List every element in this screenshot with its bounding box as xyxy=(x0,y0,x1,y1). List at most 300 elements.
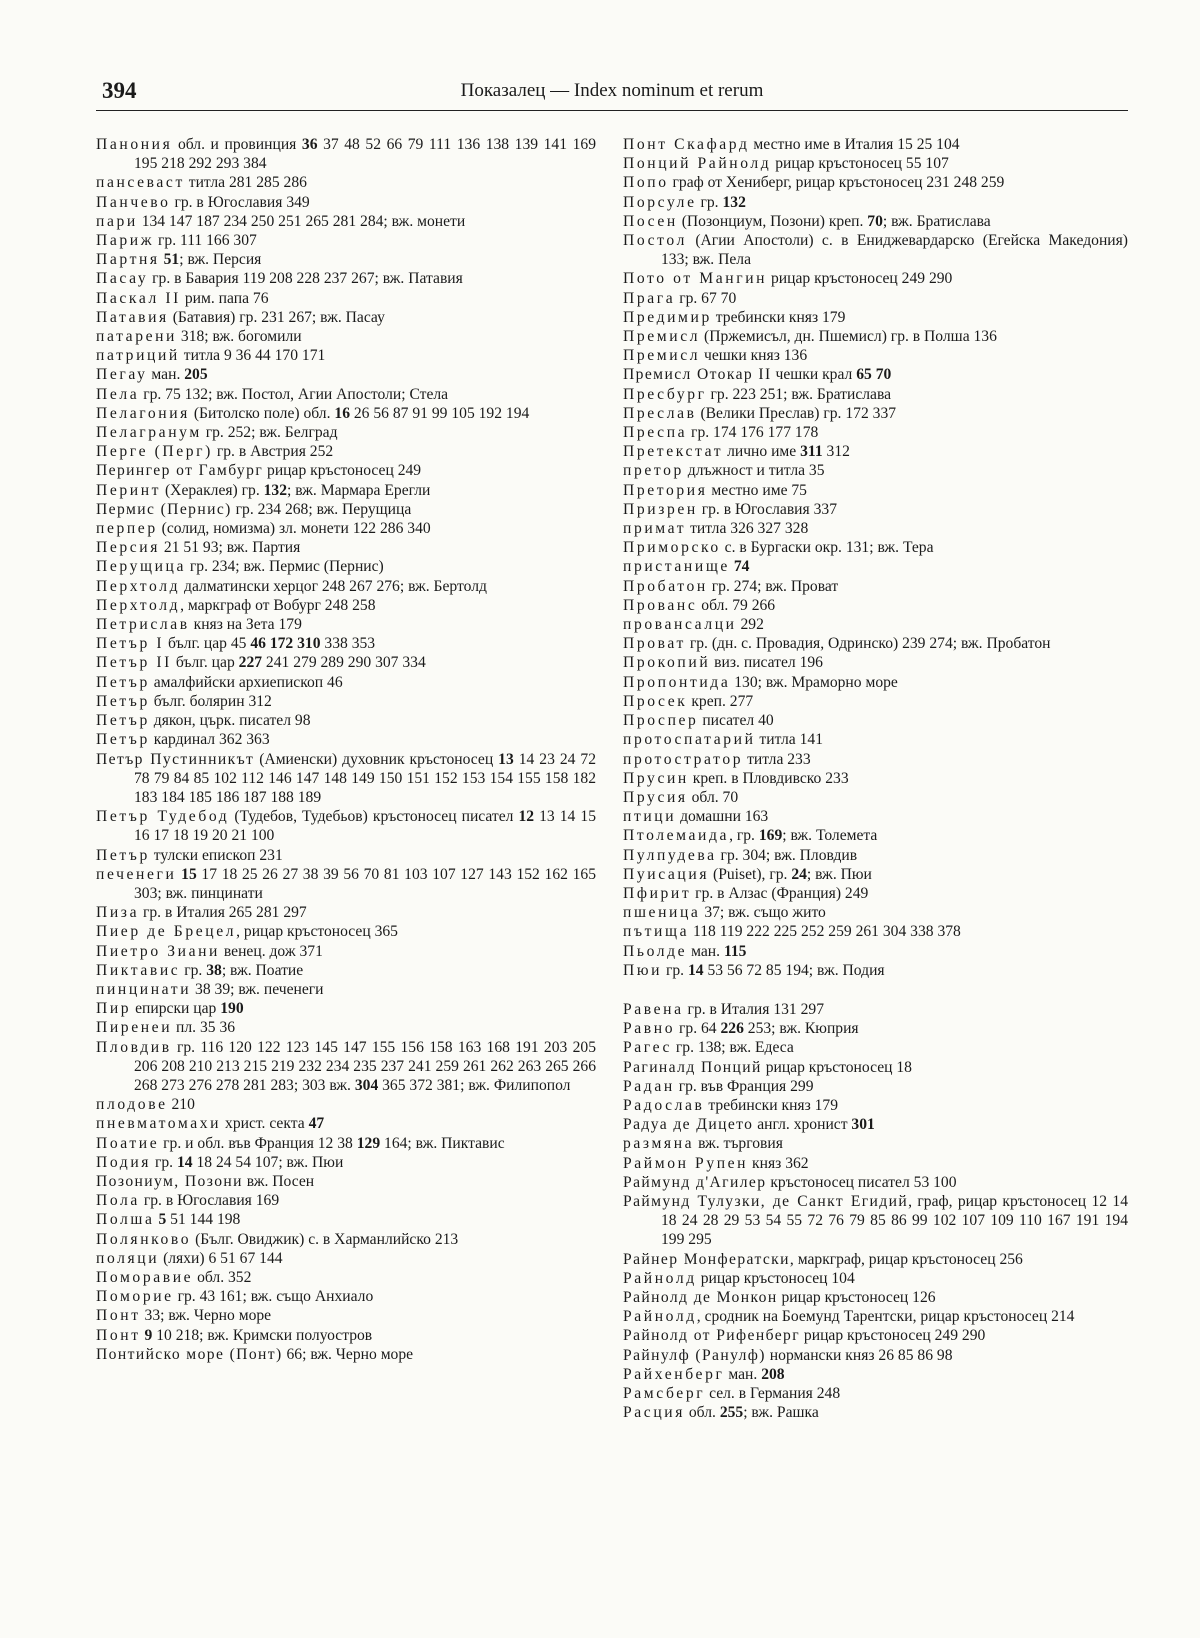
entry-text: длъжност и титла 35 xyxy=(683,462,825,480)
index-entry xyxy=(96,634,596,653)
index-entry xyxy=(623,1307,1128,1326)
entry-text: ман. xyxy=(724,1365,762,1383)
entry-text: гр. 67 70 xyxy=(675,289,737,307)
entry-text: рицар кръстоносец 55 107 xyxy=(771,155,949,173)
entry-headword: Райхенберг xyxy=(623,1365,725,1383)
entry-text: гр. 64 xyxy=(675,1020,721,1038)
index-entry xyxy=(623,481,1128,500)
index-entry xyxy=(96,922,596,941)
index-entry xyxy=(623,1058,1128,1077)
entry-main-reference: 51 xyxy=(163,251,180,269)
entry-headword: пари xyxy=(96,212,138,230)
entry-headword: Призрен xyxy=(623,500,698,518)
entry-text: бълг. цар 45 xyxy=(164,635,251,653)
entry-text: лично име xyxy=(723,443,801,461)
index-entry xyxy=(623,615,1128,634)
index-column-right xyxy=(623,135,1128,1422)
entry-text: 318; вж. богомили xyxy=(177,328,302,346)
entry-text: гр. (дн. с. Провадия, Одринско) 239 274; вж. Пробатон xyxy=(685,635,1051,653)
entry-headword: Проват xyxy=(623,635,686,653)
index-entry xyxy=(96,807,596,845)
entry-headword: Прусия xyxy=(623,788,688,806)
index-entry xyxy=(623,442,1128,461)
entry-headword: пинцинати xyxy=(96,980,192,998)
index-entry xyxy=(623,557,1128,576)
entry-headword: Позониум, Позони xyxy=(96,1172,243,1190)
index-entry xyxy=(623,385,1128,404)
entry-text: писател 40 xyxy=(698,712,774,730)
index-entry xyxy=(623,692,1128,711)
entry-text: нормански княз 26 85 86 98 xyxy=(765,1346,953,1364)
entry-headword: Расция xyxy=(623,1404,685,1422)
entry-text: рицар кръстоносец 249 290 xyxy=(767,270,953,288)
entry-text: гр. 223 251; вж. Братислава xyxy=(706,385,892,403)
entry-main-reference: 132 xyxy=(263,481,288,499)
entry-main-reference: 5 xyxy=(158,1211,167,1229)
entry-headword: Равно xyxy=(623,1020,676,1038)
index-entry xyxy=(96,961,596,980)
entry-text: (Битолско поле) обл. xyxy=(189,404,335,422)
entry-text-rest: ; вж. Пюи xyxy=(806,865,872,883)
index-entry xyxy=(623,423,1128,442)
entry-headword: Пиер де Брецел xyxy=(96,923,237,941)
entry-headword: Понт Скафард xyxy=(623,136,750,153)
index-entry xyxy=(96,1134,596,1153)
entry-text: виз. писател 196 xyxy=(710,654,823,672)
entry-headword: Петър Тудебод xyxy=(96,808,230,826)
entry-text: гр. 274; вж. Проват xyxy=(707,577,839,595)
entry-text-rest: 14 23 24 72 78 79 84 85 102 112 146 147 148 149 150 151 152 153 154 155 158 182 183 184 185 186 187 188 189 xyxy=(134,750,597,806)
entry-main-reference: 301 xyxy=(851,1116,875,1134)
entry-main-reference: 14 xyxy=(176,1153,193,1171)
entry-text-rest: 241 279 289 290 307 334 xyxy=(262,654,426,672)
index-entry xyxy=(623,730,1128,749)
index-entry xyxy=(623,1154,1128,1173)
index-entry xyxy=(623,922,1128,941)
entry-text: гр. в Австрия 252 xyxy=(212,443,334,461)
entry-text: ман. xyxy=(147,366,185,384)
index-entry xyxy=(96,1287,596,1306)
entry-headword: Перхтолд xyxy=(96,596,181,614)
running-head: Показалец — Index nominum et rerum xyxy=(460,80,764,101)
entry-main-reference: 9 xyxy=(144,1326,153,1344)
index-entry xyxy=(96,1345,596,1364)
entry-headword: примат xyxy=(623,520,687,538)
entry-text-rest: 164; вж. Пиктавис xyxy=(380,1134,505,1152)
page-header xyxy=(96,70,1128,111)
entry-main-reference: 129 xyxy=(356,1134,381,1152)
index-entry xyxy=(96,711,596,730)
index-entry xyxy=(623,596,1128,615)
entry-headword: Петър xyxy=(96,692,150,710)
entry-text: гр. xyxy=(151,1153,177,1171)
index-entry xyxy=(96,1230,596,1249)
entry-headword: Петър I xyxy=(96,635,165,653)
entry-headword: Пелагранум xyxy=(96,424,202,442)
entry-text: княз на Зета 179 xyxy=(189,616,302,634)
entry-headword: Проспер xyxy=(623,712,699,730)
index-entry xyxy=(96,730,596,749)
entry-text: гр. 75 132; вж. Постол, Агии Апостоли; Стела xyxy=(139,385,449,403)
index-entry xyxy=(96,750,596,808)
index-entry xyxy=(96,1038,596,1096)
entry-headword: Пуисация xyxy=(623,865,710,883)
entry-headword: Постол xyxy=(623,232,687,250)
entry-headword: Поморавие xyxy=(96,1268,194,1286)
index-entry xyxy=(623,1038,1128,1057)
entry-text-rest: 13 14 15 16 17 18 19 20 21 100 xyxy=(134,808,596,845)
entry-text: граф от Хениберг, рицар кръстоносец 231 248 259 xyxy=(668,174,1005,192)
entry-headword: печенеги xyxy=(96,865,177,883)
entry-text: креп. в Пловдивско 233 xyxy=(688,769,849,787)
index-entry xyxy=(96,1210,596,1229)
entry-headword: претор xyxy=(623,462,684,480)
entry-text: гр. 234 268; вж. Перущица xyxy=(231,500,412,518)
index-entry xyxy=(623,1250,1128,1269)
index-entry xyxy=(96,615,596,634)
index-entry xyxy=(623,1134,1128,1153)
index-entry xyxy=(96,1268,596,1287)
index-entry xyxy=(96,1191,596,1210)
entry-headword: Райнолд от Рифенберг xyxy=(623,1327,801,1345)
entry-headword: Раймунд д'Агилер xyxy=(623,1173,767,1191)
index-entry xyxy=(96,442,596,461)
entry-text: рицар кръстоносец 126 xyxy=(777,1288,936,1306)
entry-text-rest: 26 56 87 91 99 105 192 194 xyxy=(349,404,530,422)
index-entry xyxy=(96,1172,596,1191)
entry-headword: Пиктавис xyxy=(96,961,181,979)
entry-text: княз 362 xyxy=(748,1154,809,1172)
index-entry xyxy=(623,193,1128,212)
entry-headword: Радуа де Дицето xyxy=(623,1116,754,1134)
entry-main-reference: 24 xyxy=(791,865,807,883)
index-entry xyxy=(96,903,596,922)
entry-headword: Петър xyxy=(96,731,150,749)
entry-headword: Петър Пустинникът xyxy=(96,750,255,768)
entry-text: , граф, рицар кръстоносец 12 14 18 24 28 29 53 54 55 72 76 79 85 86 99 102 107 109 110 167 191 194 199 295 xyxy=(661,1192,1128,1249)
entry-main-reference: 13 xyxy=(498,750,514,768)
entry-headword: Петър xyxy=(96,846,150,864)
index-entry xyxy=(96,596,596,615)
index-entry xyxy=(623,1000,1128,1019)
entry-text-rest: ; вж. Братислава xyxy=(882,212,991,230)
entry-text: титла 9 36 44 170 171 xyxy=(179,347,326,365)
entry-headword: Райнолд xyxy=(623,1308,697,1326)
entry-headword: Пиренеи xyxy=(96,1019,173,1037)
entry-text: (солид, номизма) зл. монети 122 286 340 xyxy=(157,520,431,538)
entry-headword: Претекстат xyxy=(623,443,724,461)
entry-text: 33; вж. Черно море xyxy=(140,1307,272,1325)
entry-headword: Радан xyxy=(623,1077,675,1095)
index-entry xyxy=(96,231,596,250)
entry-main-reference: 255 xyxy=(719,1404,744,1422)
entry-headword: Премисл xyxy=(623,347,701,365)
entry-headword: Пелагония xyxy=(96,404,190,422)
index-entry xyxy=(96,346,596,365)
entry-text: гр. в Югославия 349 xyxy=(170,193,310,211)
index-entry xyxy=(623,865,1128,884)
entry-headword: Птолемаида xyxy=(623,827,730,845)
index-entry xyxy=(623,1365,1128,1384)
entry-text: титла 141 xyxy=(755,731,824,749)
entry-text: рицар кръстоносец 249 290 xyxy=(800,1327,986,1345)
entry-text: , маркграф от Вобург 248 258 xyxy=(180,596,376,614)
entry-text: гр. 252; вж. Белград xyxy=(201,424,338,442)
entry-headword: Премисл xyxy=(623,328,701,346)
entry-headword: пътища xyxy=(623,923,690,941)
index-entry xyxy=(623,577,1128,596)
index-entry xyxy=(96,999,596,1018)
index-entry xyxy=(623,634,1128,653)
entry-text: вж. Посен xyxy=(242,1172,315,1190)
entry-main-reference: 226 xyxy=(720,1020,744,1038)
entry-main-reference: 47 xyxy=(308,1115,325,1133)
index-entry xyxy=(623,653,1128,672)
index-entry xyxy=(96,385,596,404)
entry-text: обл. xyxy=(684,1404,720,1422)
entry-text: дякон, църк. писател 98 xyxy=(149,712,311,730)
entry-headword: Пиетро Зиани xyxy=(96,942,220,960)
entry-headword: Равена xyxy=(623,1000,684,1018)
entry-headword: Порсуле xyxy=(623,193,697,211)
entry-text-rest: 253; вж. Кюприя xyxy=(743,1020,859,1038)
entry-headword: Преслав xyxy=(623,404,697,422)
index-entry xyxy=(96,1326,596,1345)
entry-headword: Пловдив xyxy=(96,1038,172,1056)
index-entry xyxy=(623,365,1128,384)
index-entry xyxy=(96,538,596,557)
entry-text: 118 119 222 225 252 259 261 304 338 378 xyxy=(689,923,961,941)
index-entry xyxy=(96,1249,596,1268)
index-entry xyxy=(623,269,1128,288)
entry-headword: Полянково xyxy=(96,1230,192,1248)
entry-text: гр. в Алзас (Франция) 249 xyxy=(691,884,869,902)
index-entry xyxy=(96,250,596,269)
entry-headword: Панония xyxy=(96,136,173,153)
entry-headword: Пермис (Пернис) xyxy=(96,500,232,518)
index-entry xyxy=(623,884,1128,903)
entry-headword: Предимир xyxy=(623,308,712,326)
entry-main-reference: 115 xyxy=(723,942,747,960)
entry-text: 292 xyxy=(736,616,764,634)
entry-main-reference: 36 xyxy=(301,136,318,153)
entry-headword: Раймон Рупен xyxy=(623,1154,749,1172)
entry-text: (ляхи) 6 51 67 144 xyxy=(159,1249,283,1267)
index-entry xyxy=(623,1115,1128,1134)
entry-text: амалфийски архиепископ 46 xyxy=(149,673,343,691)
index-entry xyxy=(96,1114,596,1133)
index-entry xyxy=(623,1192,1128,1250)
entry-text: гр. 116 120 122 123 145 147 155 156 158 163 168 191 203 205 206 208 210 213 215 219 232 234 235 237 241 259 261 262 263 265 266 268 273 276 278 281 283; 303 вж. xyxy=(134,1038,596,1094)
index-entry xyxy=(623,1077,1128,1096)
entry-text-rest: 53 56 72 85 194; вж. Подия xyxy=(703,961,885,979)
entry-text: (Тудебов, Тудебьов) кръстоносец писател xyxy=(229,808,519,826)
index-column-left xyxy=(96,135,596,1364)
entry-headword: Просек xyxy=(623,692,688,710)
entry-headword: Прусин xyxy=(623,769,689,787)
index-entry xyxy=(623,942,1128,961)
entry-text: (Позонциум, Позони) креп. xyxy=(677,212,868,230)
entry-headword: Пулпудева xyxy=(623,846,717,864)
entry-headword: Прованс xyxy=(623,596,698,614)
index-entry xyxy=(623,538,1128,557)
entry-headword: патриций xyxy=(96,347,180,365)
entry-headword: плодове xyxy=(96,1096,168,1114)
index-entry xyxy=(96,653,596,672)
entry-text: англ. хронист xyxy=(753,1116,852,1134)
entry-headword: Полша xyxy=(96,1211,155,1229)
entry-text-rest: ; вж. Персия xyxy=(179,251,262,269)
entry-text: обл. 79 266 xyxy=(697,596,776,614)
entry-text: вж. търговия xyxy=(694,1135,783,1153)
index-entry xyxy=(96,481,596,500)
entry-headword: Пасау xyxy=(96,270,149,288)
entry-text: титла 281 285 286 xyxy=(184,174,307,192)
entry-headword: Пьолде xyxy=(623,942,688,960)
entry-headword: Поморие xyxy=(96,1288,174,1306)
entry-text: 21 51 93; вж. Партия xyxy=(160,539,301,557)
entry-text-rest: ; вж. Мармара Ерегли xyxy=(287,481,431,499)
index-entry xyxy=(623,500,1128,519)
entry-text: креп. 277 xyxy=(687,692,754,710)
index-entry xyxy=(96,1095,596,1114)
entry-text: гр. в Италия 131 297 xyxy=(683,1000,825,1018)
entry-headword: Пола xyxy=(96,1192,140,1210)
entry-main-reference: 12 xyxy=(518,808,535,826)
index-entry xyxy=(96,980,596,999)
index-entry xyxy=(96,289,596,308)
entry-headword: Пресбург xyxy=(623,385,707,403)
index-entry xyxy=(623,1269,1128,1288)
entry-text: рицар кръстоносец 104 xyxy=(696,1269,855,1287)
entry-text: гр. 43 161; вж. също Анхиало xyxy=(173,1288,374,1306)
entry-text: гр. xyxy=(696,193,723,211)
entry-text: титла 233 xyxy=(743,750,811,768)
entry-text-rest: 10 218; вж. Кримски полуостров xyxy=(152,1326,373,1344)
entry-headword: Перхтолд xyxy=(96,577,181,595)
index-entry xyxy=(96,365,596,384)
index-entry xyxy=(623,807,1128,826)
entry-headword: Париж xyxy=(96,232,155,250)
index-entry xyxy=(623,846,1128,865)
entry-text: обл. 70 xyxy=(687,788,739,806)
index-entry xyxy=(623,1173,1128,1192)
index-entry xyxy=(623,404,1128,423)
entry-text: рицар кръстоносец 18 xyxy=(761,1058,912,1076)
index-entry xyxy=(623,750,1128,769)
entry-headword: Понтийско море (Понт) xyxy=(96,1345,283,1363)
entry-text: , маркграф, рицар кръстоносец 256 xyxy=(789,1250,1023,1268)
entry-text: бълг. цар xyxy=(171,654,239,672)
entry-text: (Амиенски) духовник кръстоносец xyxy=(254,750,499,768)
entry-text: гр. 304; вж. Пловдив xyxy=(716,846,858,864)
entry-text: гр. в Италия 265 281 297 xyxy=(139,904,307,922)
entry-text: 37; вж. също жито xyxy=(700,904,826,922)
index-entry xyxy=(623,135,1128,154)
entry-text: далматински херцог 248 267 276; вж. Бертолд xyxy=(180,577,487,595)
entry-headword: Преспа xyxy=(623,424,688,442)
entry-main-reference: 16 xyxy=(334,404,350,422)
entry-text-rest: 18 24 54 107; вж. Пюи xyxy=(192,1153,344,1171)
index-entry xyxy=(96,269,596,288)
entry-text: (Хераклея) гр. xyxy=(161,481,264,499)
entry-headword: Понт xyxy=(96,1307,141,1325)
entry-headword: Пото от Мангин xyxy=(623,270,768,288)
entry-headword: Приморско xyxy=(623,539,721,557)
index-entry xyxy=(96,846,596,865)
entry-headword: Понт xyxy=(96,1326,141,1344)
entry-headword: Пропонтида xyxy=(623,673,731,691)
index-entry xyxy=(96,1153,596,1172)
entry-headword: Пегау xyxy=(96,366,148,384)
index-entry xyxy=(623,231,1128,269)
entry-headword: Пюи xyxy=(623,961,663,979)
entry-text: обл. 352 xyxy=(193,1268,252,1286)
index-entry xyxy=(623,289,1128,308)
entry-headword: Персия xyxy=(96,539,161,557)
entry-text: гр. във Франция 299 xyxy=(674,1077,814,1095)
entry-headword: Прокопий xyxy=(623,654,711,672)
entry-headword: пристанище xyxy=(623,558,730,576)
entry-text: кръстоносец писател 53 100 xyxy=(766,1173,957,1191)
entry-text: сел. в Германия 248 xyxy=(705,1385,841,1402)
entry-headword: Посен xyxy=(623,212,678,230)
index-entry xyxy=(623,769,1128,788)
entry-headword: размяна xyxy=(623,1135,695,1153)
entry-text: гр. xyxy=(662,961,688,979)
index-entry xyxy=(96,327,596,346)
index-entry xyxy=(96,692,596,711)
entry-text: 66; вж. Черно море xyxy=(282,1345,414,1363)
index-entry xyxy=(96,461,596,480)
entry-headword: Раймунд Тулузки, де Санкт Егидий xyxy=(623,1192,909,1210)
entry-text: 210 xyxy=(167,1096,195,1114)
entry-headword: Райнулф (Ранулф) xyxy=(623,1346,766,1364)
entry-main-reference: 208 xyxy=(761,1365,785,1383)
entry-text: с. в Бургаски окр. 131; вж. Тера xyxy=(720,539,934,557)
entry-headword: Райнолд xyxy=(623,1269,697,1287)
entry-headword: Панчево xyxy=(96,193,171,211)
entry-headword: Рагес xyxy=(623,1039,673,1057)
entry-text: 38 39; вж. печенеги xyxy=(191,980,324,998)
entry-main-reference: 14 xyxy=(687,961,704,979)
entry-text-rest: 37 48 52 66 79 111 136 138 139 141 169 195 218 292 293 384 xyxy=(134,136,596,173)
entry-text: гр. 138; вж. Едеса xyxy=(672,1039,794,1057)
entry-main-reference: 132 xyxy=(722,193,746,211)
index-entry xyxy=(96,1018,596,1037)
entry-text-rest: 365 372 381; вж. Филипопол xyxy=(378,1076,571,1094)
entry-text: требински княз 179 xyxy=(704,1096,839,1114)
entry-main-reference: 15 xyxy=(181,865,197,883)
entry-text: бълг. болярин 312 xyxy=(149,692,272,710)
entry-text: рицар кръстоносец 249 xyxy=(263,462,422,480)
entry-headword: патарени xyxy=(96,328,177,346)
entry-text: ман. xyxy=(687,942,724,960)
index-entry xyxy=(623,788,1128,807)
entry-headword: Пела xyxy=(96,385,140,403)
entry-headword: Перущица xyxy=(96,558,186,576)
index-entry xyxy=(96,1306,596,1325)
index-entry xyxy=(623,212,1128,231)
index-entry xyxy=(623,327,1128,346)
entry-headword: Партня xyxy=(96,251,160,269)
entry-text: гр. в Бавария 119 208 228 237 267; вж. Патавия xyxy=(148,270,463,288)
entry-headword: Петър xyxy=(96,712,150,730)
entry-headword: Пробатон xyxy=(623,577,708,595)
entry-text: (Пржемисъл, дн. Пшемисл) гр. в Полша 136 xyxy=(700,328,997,346)
entry-text: гр. 174 176 177 178 xyxy=(687,424,819,442)
index-entry xyxy=(96,577,596,596)
